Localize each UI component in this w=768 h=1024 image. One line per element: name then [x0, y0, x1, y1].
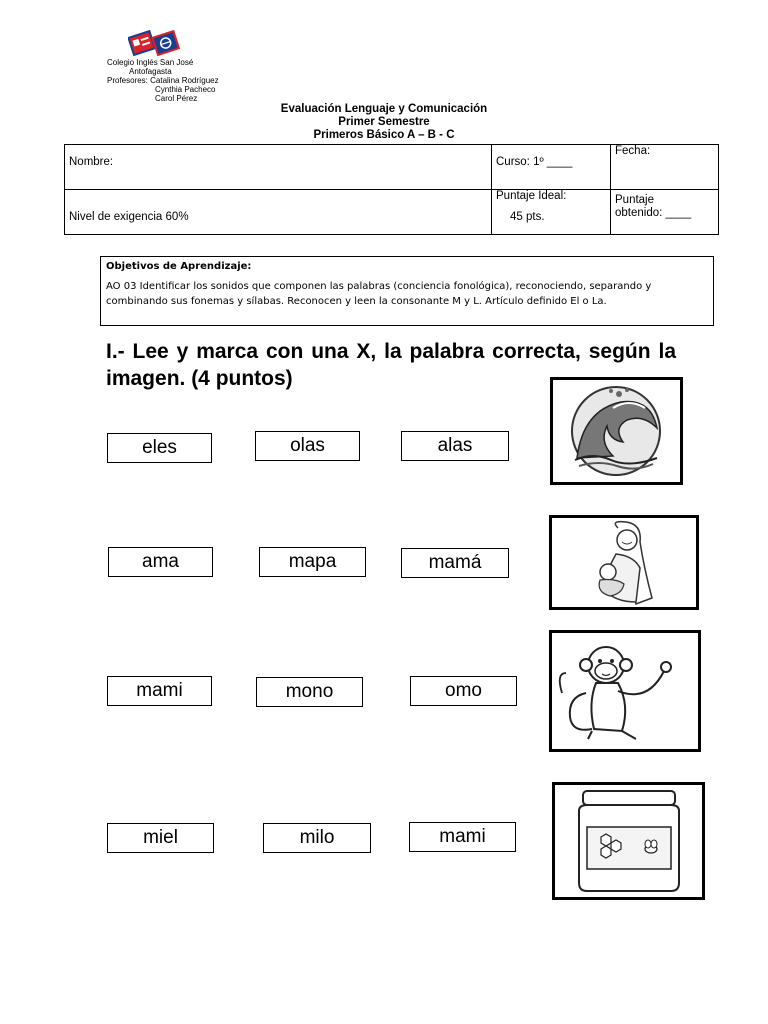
school-city: Antofagasta [129, 67, 172, 76]
date-label: Fecha: [615, 145, 651, 157]
teachers-label: Profesores: Catalina Rodríguez [107, 76, 219, 85]
objectives-text: AO 03 Identificar los sonidos que componen las palabras (conciencia fonológica), reconociendo, separando y combinando sus fonemas y sílabas. Reconocen y leen la consonante M y L. Artículo definido El o La. [106, 281, 652, 307]
teacher-name: Carol Pérez [155, 94, 198, 103]
exercise-instruction: I.- Lee y marca con una X, la palabra correcta, según la imagen. (4 puntos) [106, 340, 676, 390]
ideal-score-cell [492, 190, 611, 235]
word-option[interactable]: mamá [401, 548, 509, 578]
word-option[interactable]: mono [256, 677, 363, 707]
level-label: Nivel de exigencia 60% [69, 211, 189, 223]
word-option[interactable]: mami [107, 676, 212, 706]
obtained-score-blank: obtenido: ____ [615, 207, 692, 219]
word-option[interactable]: mami [409, 822, 516, 852]
teacher-name: Cynthia Pacheco [155, 85, 216, 94]
mother-baby-icon [549, 515, 699, 610]
objectives-box [100, 256, 714, 326]
word-option[interactable]: eles [107, 433, 212, 463]
exam-courses: Primeros Básico A – B - C [313, 129, 455, 141]
ideal-score-value: 45 pts. [510, 211, 545, 223]
exam-semester: Primer Semestre [338, 116, 430, 128]
word-option[interactable]: mapa [259, 547, 366, 577]
word-option[interactable]: alas [401, 431, 509, 461]
exam-title: Evaluación Lenguaje y Comunicación [280, 103, 488, 115]
date-cell[interactable] [611, 145, 719, 190]
obtained-score-cell[interactable] [611, 190, 719, 235]
school-logo [128, 30, 180, 58]
word-option[interactable]: milo [263, 823, 371, 853]
name-label: Nombre: [69, 156, 114, 168]
name-cell[interactable] [65, 145, 492, 190]
honey-jar-icon [552, 782, 705, 900]
obtained-score-label: Puntaje [615, 194, 655, 206]
level-cell [65, 190, 492, 235]
word-option[interactable]: ama [108, 547, 213, 577]
student-info-table [64, 144, 719, 235]
wave-icon [550, 377, 683, 485]
course-label: Curso: 1º ____ [496, 156, 573, 168]
school-name: Colegio Inglés San José [107, 58, 194, 67]
word-option[interactable]: olas [255, 431, 360, 461]
monkey-icon [549, 630, 701, 752]
objectives-heading: Objetivos de Aprendizaje: [106, 261, 252, 272]
word-option[interactable]: omo [410, 676, 517, 706]
word-option[interactable]: miel [107, 823, 214, 853]
course-cell[interactable] [492, 145, 611, 190]
ideal-score-label: Puntaje Ideal: [496, 190, 567, 202]
